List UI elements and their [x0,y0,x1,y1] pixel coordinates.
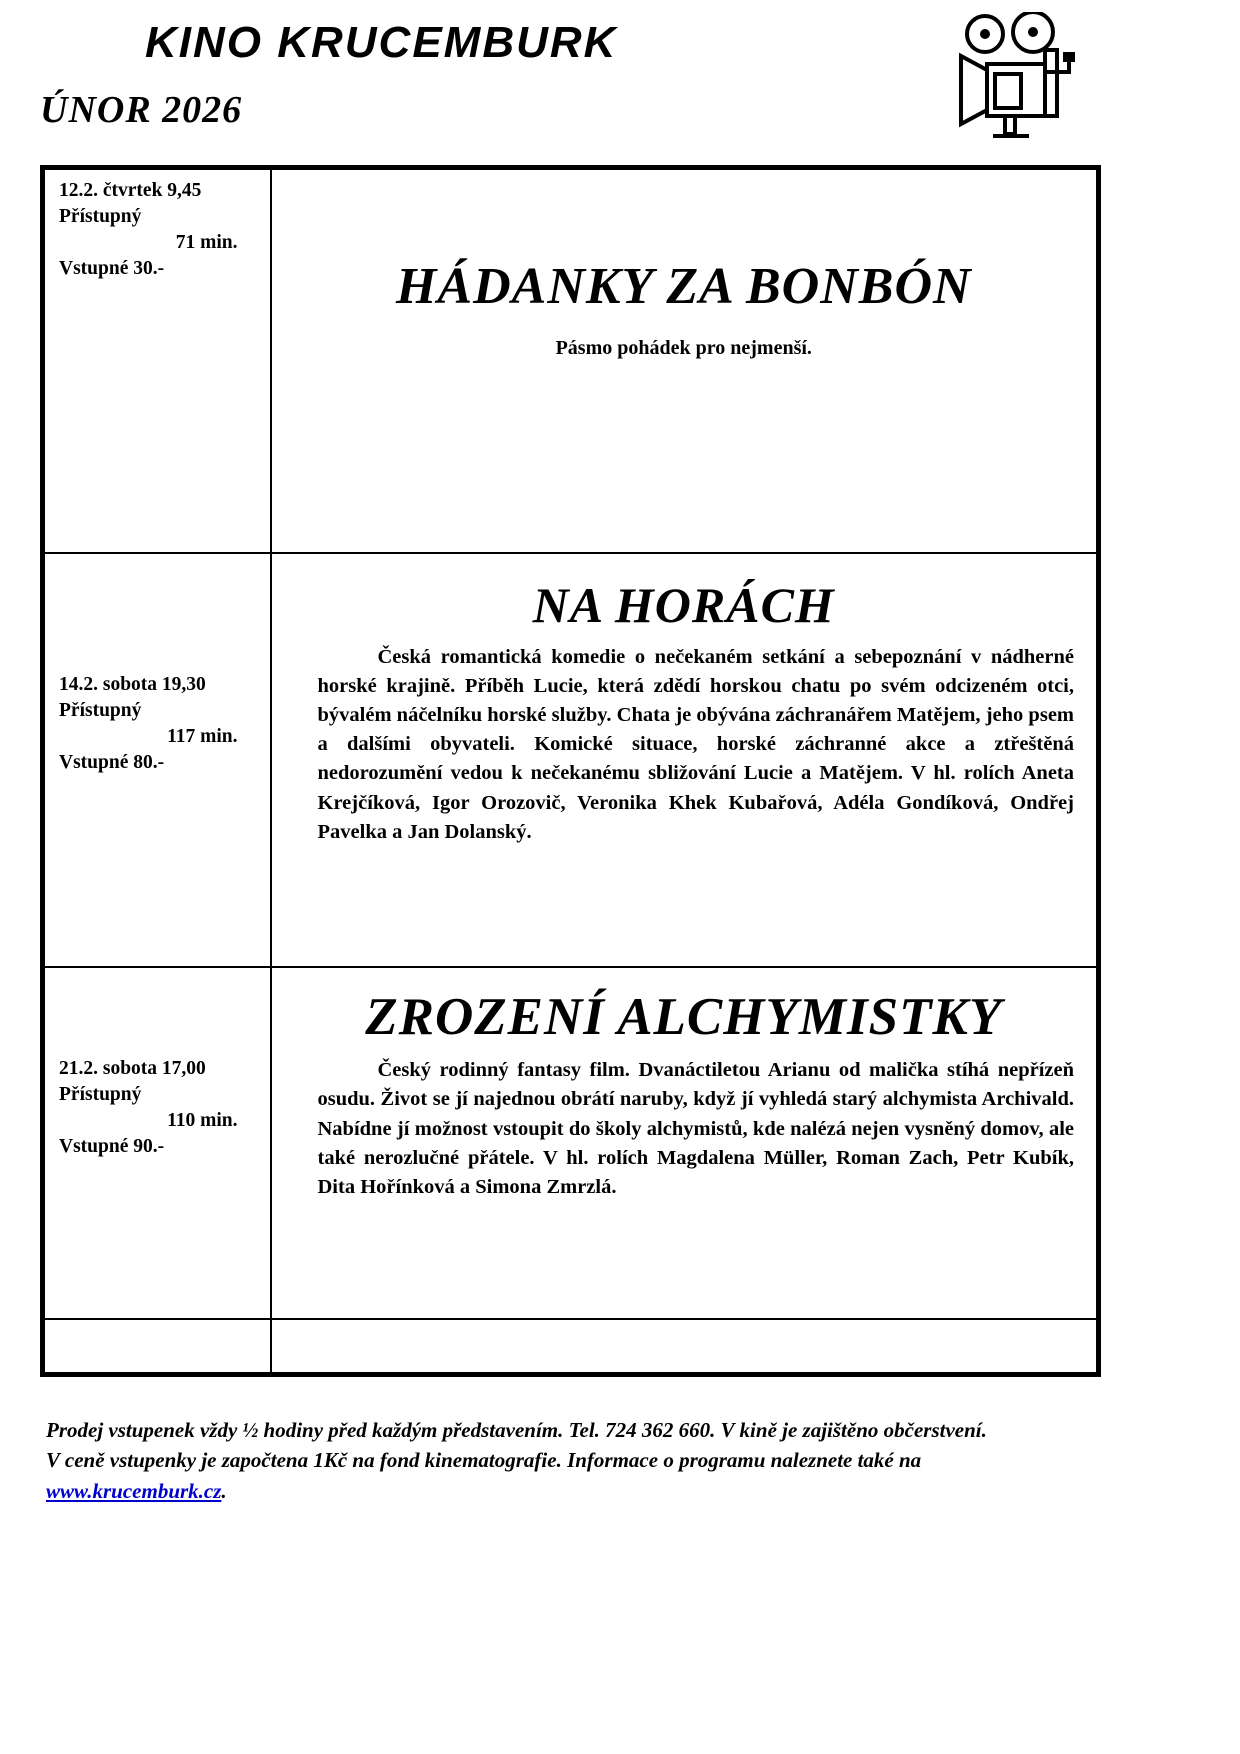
screening-duration: 117 min. [167,725,238,747]
website-link[interactable]: www.krucemburk.cz [46,1478,222,1503]
screening-duration: 110 min. [167,1109,238,1131]
film-cell [271,553,1099,967]
footer-link-suffix: . [221,1478,227,1503]
film-projector-icon [945,12,1085,147]
empty-film-cell [271,1319,1099,1375]
empty-info-cell [43,1319,271,1375]
film-description: Česká romantická komedie o nečekaném setkání a sebepoznání v nádherné horské krajině. Příběh Lucie, která zdědí horskou chatu po svém odcizeném otci, bývalém náčelníku horské služby. Chata je obývána záchranářem Matějem, jeho psem a dalšími obyvateli. Komické situace, horské záchranné akce a ztřeštěná nedorozumění vedou k nečekanému sbližování Lucie a Matějem. V hl. rolích Aneta Krejčíková, Igor Orozovič, Veronika Khek Kubařová, Adéla Gondíková, Ondřej Pavelka a Jan Dolanský. [317,646,1074,843]
table-row-empty [43,1319,1099,1375]
screening-datetime: 12.2. čtvrtek 9,45 [59,180,202,201]
film-title: ZROZENÍ ALCHYMISTKY [365,988,1003,1046]
screening-info-cell [43,553,271,967]
screening-info-cell [43,967,271,1319]
screening-datetime: 21.2. sobota 17,00 [59,1058,206,1079]
film-title: HÁDANKY ZA BONBÓN [395,258,972,315]
film-cell [271,967,1099,1319]
table-row [43,967,1099,1319]
poster-header [40,0,1200,165]
screening-info-cell [43,168,271,554]
film-subtitle: Pásmo pohádek pro nejmenší. [555,337,812,360]
screening-rating: Přístupný [59,1083,142,1105]
screening-duration: 71 min. [175,231,238,253]
program-month: ÚNOR 2026 [40,89,243,131]
screening-price: Vstupné 90.- [59,1135,165,1157]
table-row [43,168,1099,554]
screening-datetime: 14.2. sobota 19,30 [59,674,206,695]
film-title: NA HORÁCH [532,577,835,633]
film-description: Český rodinný fantasy film. Dvanáctiletou Arianu od malička stíhá nepřízeň osudu. Život se jí najednou obrátí naruby, když jí vyhledá starý alchymista Archivald. Nabídne jí možnost vstoupit do školy alchymistů, kde nalézá nejen vysněný domov, ale také nerozlučné přátele. V hl. rolích Magdalena Müller, Roman Zach, Petr Kubík, Dita Hořínková a Simona Zmrzlá. [317,1059,1074,1198]
screening-price: Vstupné 30.- [59,257,165,279]
screening-rating: Přístupný [59,205,142,227]
film-cell [271,168,1099,554]
footer-line-1: Prodej vstupenek vždy ½ hodiny před každým představením. Tel. 724 362 660. V kině je zajištěno občerstvení. [46,1418,987,1442]
poster-footer [40,1415,1106,1506]
table-row [43,553,1099,967]
screening-price: Vstupné 80.- [59,751,165,773]
cinema-name: KINO KRUCEMBURK [145,18,618,67]
footer-line-2: V ceně vstupenky je započtena 1Kč na fond kinematografie. Informace o programu naleznete také na [46,1448,922,1473]
screening-rating: Přístupný [59,699,142,721]
program-table [40,165,1101,1377]
